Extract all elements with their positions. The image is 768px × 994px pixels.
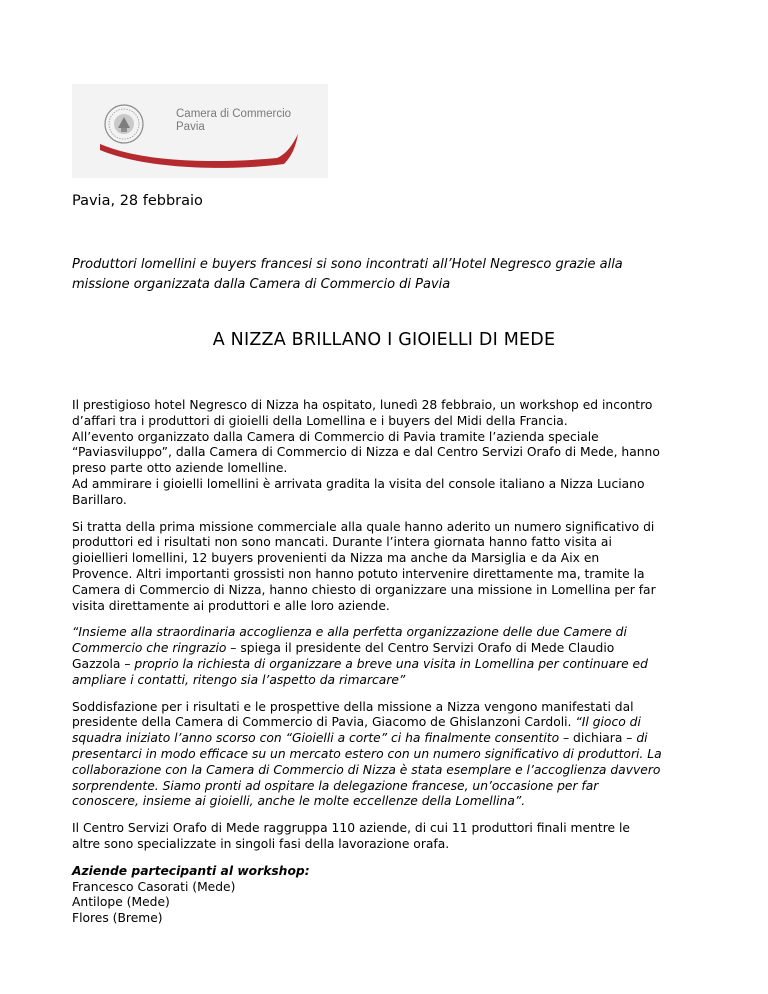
- text-line: Barillaro.: [72, 492, 127, 507]
- text-line: collaborazione con la Camera di Commercio di Nizza è stata esemplare e l’accoglienza davvero: [72, 762, 661, 777]
- text-line: Soddisfazione per i risultati e le prospettive della missione a Nizza vengono manifestati dal: [72, 699, 634, 714]
- quote-attribution: spiega il presidente del Centro Servizi Orafo di Mede Claudio: [240, 641, 615, 656]
- text-line: presentarci in modo efficace su un mercato estero con un numero significativo di produttori. La: [72, 746, 662, 761]
- text-line: Il Centro Servizi Orafo di Mede raggruppa 110 aziende, di cui 11 produttori finali mentre le: [72, 821, 630, 836]
- text-fragment: – dichiara –: [559, 731, 637, 746]
- chamber-logo: [72, 84, 328, 178]
- participants-heading: Aziende partecipanti al workshop:: [72, 863, 310, 878]
- text-line: [72, 731, 712, 747]
- text-line: Camera di Commercio di Nizza, hanno chiesto di organizzare una missione in Lomellina per far: [72, 582, 656, 597]
- paragraph-president: [72, 700, 712, 811]
- text-line: Provence. Altri importanti grossisti non hanno potuto intervenire direttamente ma, tramite la: [72, 566, 645, 581]
- quote-fragment: Commercio che ringrazio –: [72, 641, 241, 656]
- text-line: altre sono specializzate in singoli fasi della lavorazione orafa.: [72, 836, 450, 851]
- dateline: Pavia, 28 febbraio: [72, 193, 203, 209]
- list-item: Antilope (Mede): [72, 895, 170, 910]
- quote-fragment: squadra iniziato l’anno scorso con “Gioielli a corte” ci ha finalmente consentito: [72, 731, 560, 746]
- paragraph-intro: [72, 398, 712, 509]
- quote-fragment: di: [636, 731, 648, 746]
- text-line: gioiellieri lomellini, 12 buyers provenienti da Nizza ma anche da Marsiglia e da Aix en: [72, 551, 600, 566]
- logo-subtitle: Pavia: [176, 121, 205, 133]
- paragraph-spacer: [72, 810, 712, 821]
- text-line: preso parte otto aziende lomelline.: [72, 461, 288, 476]
- text-line: [72, 715, 712, 731]
- text-line: “Paviasviluppo”, dalla Camera di Commercio di Nizza e dal Centro Servizi Orafo di Mede, hanno: [72, 445, 660, 460]
- text-line: [72, 641, 712, 657]
- participants-list: [72, 864, 712, 927]
- list-item: Flores (Breme): [72, 911, 163, 926]
- text-line: produttori ed i risultati non sono mancati. Durante l’intera giornata hanno fatto visita ai: [72, 535, 612, 550]
- text-line: sorprendente. Siamo pronti ad ospitare la delegazione francese, un’occasione per far: [72, 778, 599, 793]
- list-item: Francesco Casorati (Mede): [72, 879, 236, 894]
- text-line: d’affari tra i produttori di gioielli della Lomellina e i buyers del Midi della Francia.: [72, 413, 568, 428]
- text-line: Ad ammirare i gioielli lomellini è arrivata gradita la visita del console italiano a Nizza Luciano: [72, 476, 645, 491]
- quote-fragment: “Il gioco di: [575, 715, 641, 730]
- paragraph-spacer: [72, 689, 712, 700]
- text-line: “Insieme alla straordinaria accoglienza e alla perfetta organizzazione delle due Camere di: [72, 625, 627, 640]
- text-line: Il prestigioso hotel Negresco di Nizza ha ospitato, lunedì 28 febbraio, un workshop ed incontro: [72, 398, 653, 412]
- logo-title: Camera di Commercio: [176, 108, 292, 120]
- paragraph-centro: [72, 821, 712, 853]
- paragraph-spacer: [72, 509, 712, 520]
- article-body: [72, 398, 712, 927]
- text-line: Si tratta della prima missione commerciale alla quale hanno aderito un numero significativo di: [72, 519, 655, 534]
- subtitle: [72, 255, 623, 295]
- paragraph-spacer: [72, 614, 712, 625]
- headline: A NIZZA BRILLANO I GIOIELLI DI MEDE: [212, 330, 556, 350]
- paragraph-quote: [72, 625, 712, 688]
- text-line: visita direttamente ai produttori e alle loro aziende.: [72, 598, 390, 613]
- paragraph-spacer: [72, 853, 712, 864]
- text-fragment: presidente della Camera di Commercio di Pavia, Giacomo de Ghislanzoni Cardoli.: [72, 715, 576, 730]
- text-line: All’evento organizzato dalla Camera di Commercio di Pavia tramite l’azienda speciale: [72, 429, 599, 444]
- seal-icon: [105, 105, 143, 143]
- swoosh-icon: [100, 134, 298, 168]
- text-line: conoscere, insieme ai gioielli, anche le molte eccellenze della Lomellina”.: [72, 794, 526, 809]
- subtitle-line: Produttori lomellini e buyers francesi si sono incontrati all’Hotel Negresco grazie alla: [72, 257, 623, 272]
- text-line: [72, 657, 712, 673]
- quote-attribution: Gazzola –: [72, 656, 135, 671]
- quote-fragment: proprio la richiesta di organizzare a breve una visita in Lomellina per continuare ed: [134, 656, 648, 671]
- subtitle-line: missione organizzata dalla Camera di Commercio di Pavia: [72, 277, 451, 292]
- text-line: ampliare i contatti, ritengo sia l’aspetto da rimarcare”: [72, 672, 406, 687]
- paragraph-mission: [72, 520, 712, 615]
